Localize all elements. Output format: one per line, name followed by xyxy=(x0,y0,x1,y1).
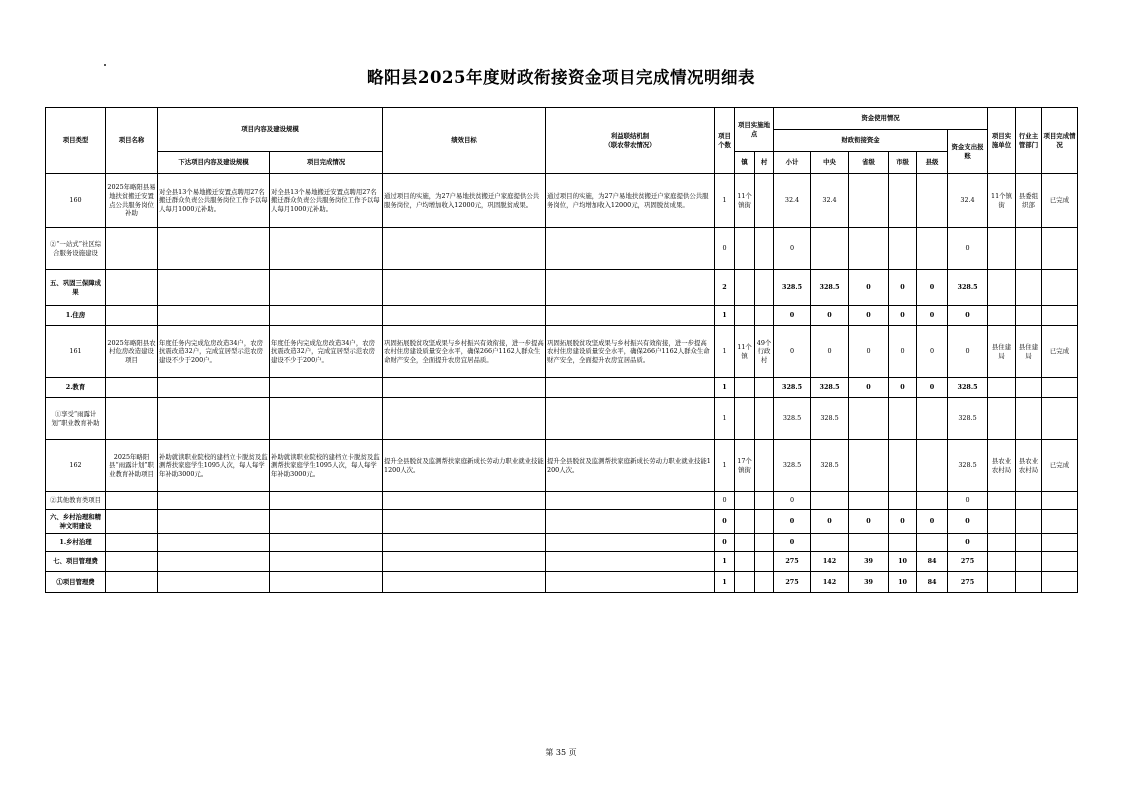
cell-mech xyxy=(546,306,715,326)
cell-count: 1 xyxy=(715,326,735,378)
cell-county xyxy=(917,174,948,228)
cell-payout: 275 xyxy=(948,572,988,593)
cell-village xyxy=(755,510,774,534)
header-status: 项目完成情况 xyxy=(1042,108,1078,174)
cell-payout: 275 xyxy=(948,552,988,572)
cell-county xyxy=(917,492,948,510)
cell-province: 0 xyxy=(849,306,889,326)
cell-done xyxy=(270,552,383,572)
cell-central xyxy=(811,228,849,270)
cell-name xyxy=(106,270,158,306)
cell-city xyxy=(889,228,917,270)
cell-goal xyxy=(383,378,546,398)
cell-count: 0 xyxy=(715,534,735,552)
cell-type: ①项目管理费 xyxy=(46,572,106,593)
cell-town xyxy=(735,378,755,398)
cell-count: 0 xyxy=(715,228,735,270)
header-dept: 行业主管部门 xyxy=(1016,108,1042,174)
cell-unit xyxy=(988,228,1016,270)
cell-city xyxy=(889,492,917,510)
cell-mech: 巩固拓展脱贫攻坚成果与乡村振兴有效衔接，进一步提高农村住房建设质量安全水平，确保266户1162人群众生命财产安全，全面提升农房宜居品质。 xyxy=(546,326,715,378)
table-row xyxy=(46,552,1078,572)
cell-payout: 0 xyxy=(948,306,988,326)
cell-count: 2 xyxy=(715,270,735,306)
cell-done: 补助就读职业院校的建档立卡脱贫及监测帮扶家庭学生1095人次，每人每学年补助3000元。 xyxy=(270,440,383,492)
cell-county xyxy=(917,440,948,492)
table-row xyxy=(46,306,1078,326)
cell-subtotal: 0 xyxy=(774,510,811,534)
cell-type: 161 xyxy=(46,326,106,378)
cell-type: ②其他教育类项目 xyxy=(46,492,106,510)
cell-town xyxy=(735,552,755,572)
header-village: 村 xyxy=(755,152,774,174)
cell-dept: 县住建局 xyxy=(1016,326,1042,378)
cell-subtotal: 0 xyxy=(774,306,811,326)
cell-county: 0 xyxy=(917,326,948,378)
table-row xyxy=(46,510,1078,534)
cell-status xyxy=(1042,306,1078,326)
cell-payout: 0 xyxy=(948,510,988,534)
cell-done xyxy=(270,572,383,593)
cell-status xyxy=(1042,572,1078,593)
cell-subtotal: 328.5 xyxy=(774,398,811,440)
header-content-plan: 下达项目内容及建设规模 xyxy=(158,152,270,174)
cell-goal xyxy=(383,572,546,593)
header-funds: 资金使用情况 xyxy=(774,108,988,130)
cell-status xyxy=(1042,228,1078,270)
cell-type: 五、巩固三保障成果 xyxy=(46,270,106,306)
cell-unit xyxy=(988,378,1016,398)
table-row xyxy=(46,492,1078,510)
cell-dept xyxy=(1016,378,1042,398)
cell-city xyxy=(889,398,917,440)
cell-dept xyxy=(1016,552,1042,572)
header-payout: 资金支出报账 xyxy=(948,130,988,174)
cell-province: 0 xyxy=(849,326,889,378)
cell-done xyxy=(270,534,383,552)
cell-done xyxy=(270,492,383,510)
cell-village xyxy=(755,398,774,440)
cell-type: 1.住房 xyxy=(46,306,106,326)
cell-done xyxy=(270,228,383,270)
cell-mech xyxy=(546,492,715,510)
cell-county: 0 xyxy=(917,510,948,534)
cell-town xyxy=(735,228,755,270)
cell-type: 1.乡村治理 xyxy=(46,534,106,552)
cell-central: 0 xyxy=(811,326,849,378)
cell-payout: 0 xyxy=(948,534,988,552)
cell-central: 328.5 xyxy=(811,270,849,306)
cell-province xyxy=(849,398,889,440)
cell-plan xyxy=(158,398,270,440)
cell-village xyxy=(755,552,774,572)
cell-payout: 0 xyxy=(948,492,988,510)
cell-city: 10 xyxy=(889,552,917,572)
cell-mech: 提升全县脱贫及监测帮扶家庭新成长劳动力职业就业技能1200人次。 xyxy=(546,440,715,492)
cell-dept xyxy=(1016,228,1042,270)
detail-table xyxy=(45,107,1078,593)
table-row xyxy=(46,398,1078,440)
cell-city: 0 xyxy=(889,270,917,306)
cell-unit xyxy=(988,552,1016,572)
cell-central: 142 xyxy=(811,572,849,593)
header-content-done: 项目完成情况 xyxy=(270,152,383,174)
cell-town xyxy=(735,534,755,552)
cell-payout: 328.5 xyxy=(948,378,988,398)
cell-central: 0 xyxy=(811,510,849,534)
cell-unit xyxy=(988,572,1016,593)
header-place: 项目实施地点 xyxy=(735,108,774,152)
cell-city xyxy=(889,534,917,552)
cell-central: 328.5 xyxy=(811,378,849,398)
cell-unit xyxy=(988,492,1016,510)
cell-type: 160 xyxy=(46,174,106,228)
cell-county xyxy=(917,398,948,440)
cell-city: 0 xyxy=(889,378,917,398)
cell-village xyxy=(755,228,774,270)
cell-province: 0 xyxy=(849,270,889,306)
cell-mech: 通过项目的实施，为27户易地扶贫搬迁户家庭提供公共服务岗位，户均增加收入12000元，巩固脱贫成果。 xyxy=(546,174,715,228)
cell-type: 162 xyxy=(46,440,106,492)
page-number: 第 35 页 xyxy=(545,748,577,757)
cell-name xyxy=(106,306,158,326)
cell-done: 年度任务内完成危房改造34户，农房抗震改造32户，完成宜居型示范农房建设不少于200户。 xyxy=(270,326,383,378)
cell-dept xyxy=(1016,492,1042,510)
cell-county: 84 xyxy=(917,572,948,593)
cell-city: 0 xyxy=(889,510,917,534)
cell-province: 0 xyxy=(849,510,889,534)
cell-mech xyxy=(546,270,715,306)
cell-city: 0 xyxy=(889,326,917,378)
cell-payout: 32.4 xyxy=(948,174,988,228)
cell-name xyxy=(106,228,158,270)
cell-unit xyxy=(988,398,1016,440)
cell-dept xyxy=(1016,306,1042,326)
cell-town: 11个镇街 xyxy=(735,174,755,228)
cell-count: 1 xyxy=(715,572,735,593)
cell-dept xyxy=(1016,270,1042,306)
cell-goal xyxy=(383,306,546,326)
cell-village xyxy=(755,174,774,228)
cell-central: 328.5 xyxy=(811,398,849,440)
cell-village xyxy=(755,492,774,510)
cell-province xyxy=(849,174,889,228)
cell-central xyxy=(811,492,849,510)
table-row xyxy=(46,440,1078,492)
cell-done xyxy=(270,398,383,440)
cell-county xyxy=(917,534,948,552)
cell-town: 17个镇街 xyxy=(735,440,755,492)
cell-count: 1 xyxy=(715,398,735,440)
cell-dept xyxy=(1016,398,1042,440)
cell-payout: 328.5 xyxy=(948,270,988,306)
cell-village xyxy=(755,378,774,398)
cell-town xyxy=(735,510,755,534)
cell-central xyxy=(811,534,849,552)
cell-name xyxy=(106,510,158,534)
header-town: 镇 xyxy=(735,152,755,174)
cell-province: 39 xyxy=(849,552,889,572)
cell-done xyxy=(270,378,383,398)
cell-goal: 通过项目的实施，为27户易地扶贫搬迁户家庭提供公共服务岗位，户均增加收入12000元，巩固脱贫成果。 xyxy=(383,174,546,228)
cell-goal xyxy=(383,492,546,510)
cell-subtotal: 0 xyxy=(774,534,811,552)
cell-province: 0 xyxy=(849,378,889,398)
cell-dept: 县委组织部 xyxy=(1016,174,1042,228)
cell-plan xyxy=(158,534,270,552)
cell-count: 1 xyxy=(715,378,735,398)
table-row xyxy=(46,174,1078,228)
cell-central: 328.5 xyxy=(811,440,849,492)
cell-unit xyxy=(988,306,1016,326)
cell-type: 六、乡村治理和精神文明建设 xyxy=(46,510,106,534)
cell-status xyxy=(1042,378,1078,398)
header-subtotal: 小计 xyxy=(774,152,811,174)
cell-plan xyxy=(158,378,270,398)
cell-subtotal: 0 xyxy=(774,228,811,270)
cell-status xyxy=(1042,552,1078,572)
cell-village xyxy=(755,534,774,552)
cell-done xyxy=(270,270,383,306)
cell-plan xyxy=(158,510,270,534)
cell-subtotal: 328.5 xyxy=(774,440,811,492)
header-province: 省级 xyxy=(849,152,889,174)
header-city: 市级 xyxy=(889,152,917,174)
cell-plan: 对全县13个易地搬迁安置点聘用27名搬迁群众负责公共服务岗位工作予以每人每月1000元补助。 xyxy=(158,174,270,228)
cell-plan xyxy=(158,552,270,572)
cell-name xyxy=(106,398,158,440)
cell-status: 已完成 xyxy=(1042,326,1078,378)
header-count: 项目个数 xyxy=(715,108,735,174)
cell-village xyxy=(755,572,774,593)
cell-goal xyxy=(383,552,546,572)
cell-count: 1 xyxy=(715,306,735,326)
cell-unit xyxy=(988,534,1016,552)
table-row xyxy=(46,378,1078,398)
cell-done xyxy=(270,306,383,326)
cell-town xyxy=(735,492,755,510)
cell-county xyxy=(917,228,948,270)
cell-name xyxy=(106,492,158,510)
table-row xyxy=(46,326,1078,378)
cell-city xyxy=(889,440,917,492)
cell-city xyxy=(889,174,917,228)
cell-status xyxy=(1042,398,1078,440)
cell-subtotal: 32.4 xyxy=(774,174,811,228)
cell-unit: 11个镇街 xyxy=(988,174,1016,228)
cell-name: 2025年略阳县农村危房改造建设项目 xyxy=(106,326,158,378)
cell-goal: 提升全县脱贫及监测帮扶家庭新成长劳动力职业就业技能1200人次。 xyxy=(383,440,546,492)
header-fiscal: 财政衔接资金 xyxy=(774,130,948,152)
cell-type: 2.教育 xyxy=(46,378,106,398)
cell-county: 0 xyxy=(917,270,948,306)
cell-goal xyxy=(383,398,546,440)
cell-plan xyxy=(158,228,270,270)
cell-goal: 巩固拓展脱贫攻坚成果与乡村振兴有效衔接，进一步提高农村住房建设质量安全水平，确保266户1162人群众生命财产安全，全面提升农房宜居品质。 xyxy=(383,326,546,378)
cell-village: 49个行政村 xyxy=(755,326,774,378)
cell-province xyxy=(849,492,889,510)
header-unit: 项目实施单位 xyxy=(988,108,1016,174)
cell-count: 1 xyxy=(715,174,735,228)
cell-town xyxy=(735,306,755,326)
cell-dept xyxy=(1016,572,1042,593)
cell-province: 39 xyxy=(849,572,889,593)
cell-central: 142 xyxy=(811,552,849,572)
cell-payout: 328.5 xyxy=(948,440,988,492)
cell-status xyxy=(1042,492,1078,510)
cell-subtotal: 275 xyxy=(774,552,811,572)
cell-status: 已完成 xyxy=(1042,440,1078,492)
cell-count: 1 xyxy=(715,552,735,572)
cell-mech xyxy=(546,398,715,440)
cell-central: 32.4 xyxy=(811,174,849,228)
header-county: 县级 xyxy=(917,152,948,174)
cell-town: 11个镇 xyxy=(735,326,755,378)
cell-town xyxy=(735,270,755,306)
cell-dept: 县农业农村局 xyxy=(1016,440,1042,492)
cell-village xyxy=(755,440,774,492)
cell-count: 0 xyxy=(715,510,735,534)
cell-done xyxy=(270,510,383,534)
cell-mech xyxy=(546,378,715,398)
cell-done: 对全县13个易地搬迁安置点聘用27名搬迁群众负责公共服务岗位工作予以每人每月1000元补助。 xyxy=(270,174,383,228)
cell-county: 0 xyxy=(917,378,948,398)
cell-payout: 328.5 xyxy=(948,398,988,440)
cell-unit xyxy=(988,510,1016,534)
header-mechanism: 利益联结机制 （联农带农情况） xyxy=(546,108,715,174)
cell-plan xyxy=(158,270,270,306)
cell-city: 10 xyxy=(889,572,917,593)
cell-province xyxy=(849,440,889,492)
cell-county: 84 xyxy=(917,552,948,572)
cell-status xyxy=(1042,270,1078,306)
table-row xyxy=(46,534,1078,552)
cell-unit xyxy=(988,270,1016,306)
cell-status xyxy=(1042,534,1078,552)
cell-payout: 0 xyxy=(948,228,988,270)
cell-mech xyxy=(546,228,715,270)
cell-type: ①享受“雨露计划”职业教育补助 xyxy=(46,398,106,440)
cell-subtotal: 275 xyxy=(774,572,811,593)
cell-name: 2025年略阳县易地扶贫搬迁安置点公共服务岗位补助 xyxy=(106,174,158,228)
cell-unit: 县住建局 xyxy=(988,326,1016,378)
cell-plan xyxy=(158,306,270,326)
cell-plan xyxy=(158,572,270,593)
cell-goal xyxy=(383,534,546,552)
page-title: 略阳县2025年度财政衔接资金项目完成情况明细表 xyxy=(367,68,755,87)
cell-county: 0 xyxy=(917,306,948,326)
cell-dept xyxy=(1016,534,1042,552)
cell-mech xyxy=(546,510,715,534)
cell-unit: 县农业农村局 xyxy=(988,440,1016,492)
cell-type: ②“一站式”社区综合服务设施建设 xyxy=(46,228,106,270)
cell-province xyxy=(849,534,889,552)
header-content: 项目内容及建设规模 xyxy=(158,108,383,152)
cell-goal xyxy=(383,228,546,270)
cell-dept xyxy=(1016,510,1042,534)
cell-count: 0 xyxy=(715,492,735,510)
cell-subtotal: 0 xyxy=(774,326,811,378)
cell-goal xyxy=(383,510,546,534)
header-goal: 绩效目标 xyxy=(383,108,546,174)
cell-count: 1 xyxy=(715,440,735,492)
cell-town xyxy=(735,398,755,440)
cell-mech xyxy=(546,534,715,552)
header-central: 中央 xyxy=(811,152,849,174)
cell-payout: 0 xyxy=(948,326,988,378)
cell-province xyxy=(849,228,889,270)
cell-name xyxy=(106,572,158,593)
cell-name xyxy=(106,534,158,552)
cell-status xyxy=(1042,510,1078,534)
cell-goal xyxy=(383,270,546,306)
cell-village xyxy=(755,270,774,306)
cell-name xyxy=(106,552,158,572)
cell-city: 0 xyxy=(889,306,917,326)
cell-name: 2025年略阳县“雨露计划”职业教育补助项目 xyxy=(106,440,158,492)
cell-name xyxy=(106,378,158,398)
cell-plan: 补助就读职业院校的建档立卡脱贫及监测帮扶家庭学生1095人次，每人每学年补助3000元。 xyxy=(158,440,270,492)
cell-town xyxy=(735,572,755,593)
cell-village xyxy=(755,306,774,326)
cell-mech xyxy=(546,552,715,572)
cell-subtotal: 328.5 xyxy=(774,270,811,306)
cell-type: 七、项目管理费 xyxy=(46,552,106,572)
cell-status: 已完成 xyxy=(1042,174,1078,228)
header-name: 项目名称 xyxy=(106,108,158,174)
header-type: 项目类型 xyxy=(46,108,106,174)
cell-plan: 年度任务内完成危房改造34户，农房抗震改造32户，完成宜居型示范农房建设不少于200户。 xyxy=(158,326,270,378)
table-row xyxy=(46,572,1078,593)
cell-mech xyxy=(546,572,715,593)
table-row xyxy=(46,270,1078,306)
cell-plan xyxy=(158,492,270,510)
table-row xyxy=(46,228,1078,270)
cell-subtotal: 0 xyxy=(774,492,811,510)
cell-central: 0 xyxy=(811,306,849,326)
cell-subtotal: 328.5 xyxy=(774,378,811,398)
